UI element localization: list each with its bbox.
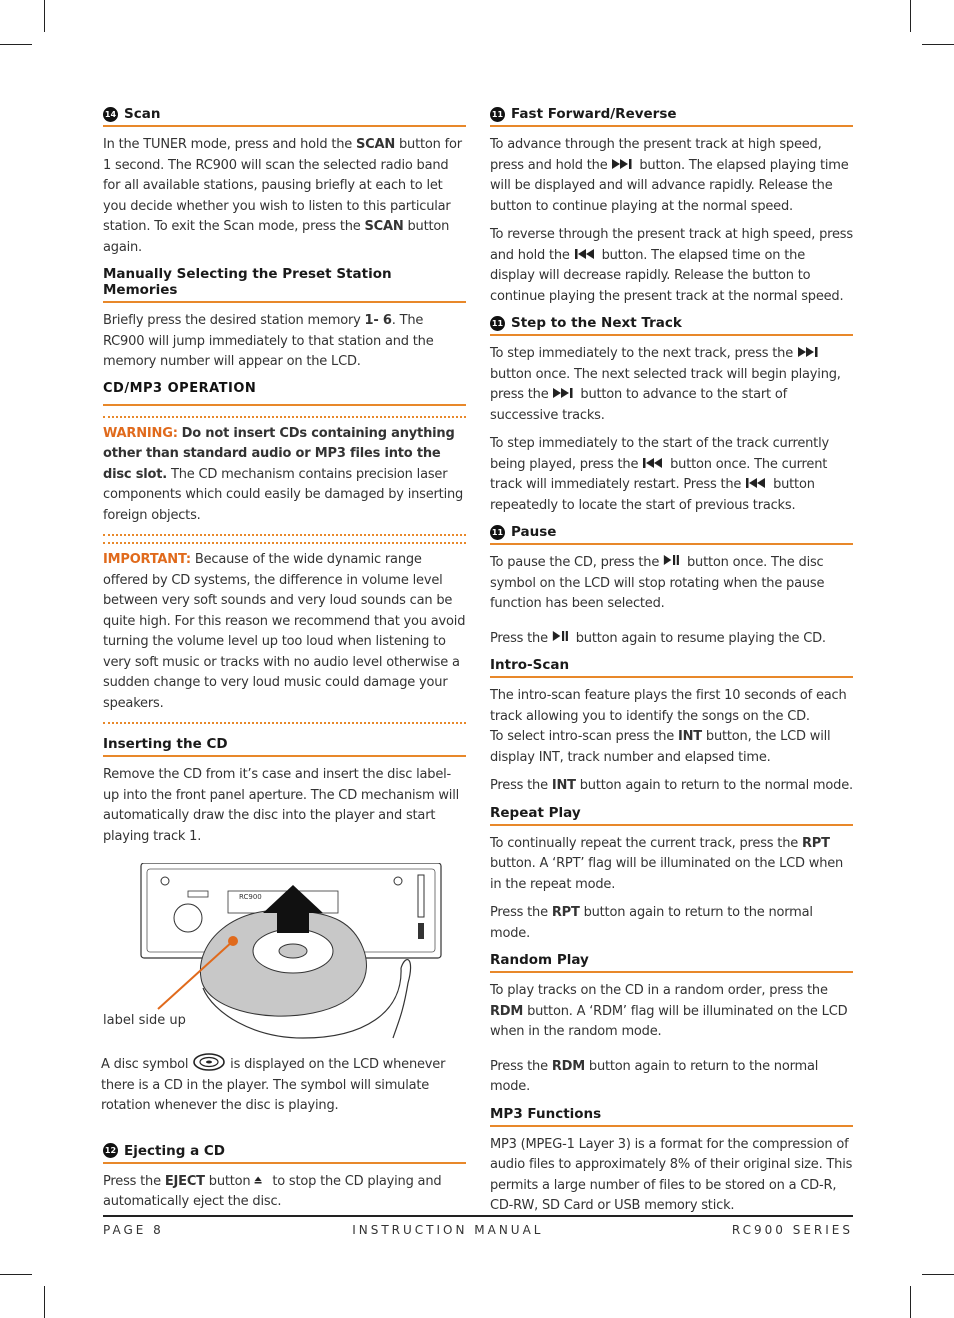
step-number-badge: 12 bbox=[103, 1143, 118, 1158]
text-run: button again to return to the normal mode. bbox=[490, 1058, 819, 1094]
next-track-icon bbox=[552, 387, 576, 399]
random-heading bbox=[490, 952, 853, 973]
text-run: button again to return to the normal mode. bbox=[575, 778, 853, 793]
random-title: Random Play bbox=[490, 952, 589, 968]
repeat-text-2 bbox=[490, 903, 853, 944]
text-run: To play tracks on the CD in a random order, press the bbox=[490, 983, 828, 998]
int-key: INT bbox=[551, 778, 576, 793]
preset-keys: 1- 6 bbox=[364, 313, 392, 328]
crop-mark bbox=[44, 1286, 45, 1318]
text-run: to stop the CD playing and automatically eject the disc. bbox=[103, 1173, 442, 1209]
random-text-2 bbox=[490, 1057, 853, 1098]
rdm-key: RDM bbox=[490, 1003, 524, 1019]
dotted-divider bbox=[103, 542, 466, 544]
right-column bbox=[490, 100, 853, 1225]
dotted-divider bbox=[103, 722, 466, 724]
play-pause-icon bbox=[663, 553, 683, 567]
text-run: Briefly press the desired station memory bbox=[103, 313, 365, 328]
scan-key: SCAN bbox=[356, 137, 396, 152]
pause-text-1 bbox=[490, 553, 853, 615]
text-run: button bbox=[204, 1173, 255, 1189]
footer-title: INSTRUCTION MANUAL bbox=[352, 1223, 544, 1237]
text-run: To step immediately to the start of the track currently being played, press the bbox=[490, 436, 829, 472]
text-run: Press the bbox=[490, 1058, 552, 1074]
crop-mark bbox=[922, 44, 954, 45]
text-run: In the TUNER mode, press and hold the bbox=[103, 137, 356, 152]
text-run: button for 1 second. The RC900 will scan the selected radio band for all available stations, pausing briefly at each to let you decide whether you wish to listen to this particular station. To exit the Scan mode, press the bbox=[103, 137, 462, 234]
crop-mark bbox=[44, 0, 45, 32]
ff-heading bbox=[490, 106, 853, 127]
text-run: To step immediately to the next track, press the bbox=[490, 346, 797, 361]
eject-text bbox=[103, 1172, 466, 1213]
text-run: button to advance to the start of successive tracks. bbox=[490, 387, 787, 423]
text-run: The intro-scan feature plays the first 10 seconds of each track allowing you to identify the songs on the CD. bbox=[490, 688, 847, 724]
text-run: button again to return to the normal mode. bbox=[490, 905, 813, 941]
intro-scan-title: Intro-Scan bbox=[490, 657, 570, 673]
step-number-badge: 14 bbox=[103, 107, 118, 122]
disc-icon bbox=[192, 1053, 226, 1071]
text-run: Press the bbox=[490, 630, 552, 646]
warning-bold: Do not insert CDs containing anything other than standard audio or MP3 files into the disc slot. bbox=[103, 425, 455, 482]
inserting-title: Inserting the CD bbox=[103, 736, 228, 752]
device-model-label: RC900 bbox=[239, 893, 262, 901]
footer-series: RC900 SERIES bbox=[731, 1223, 853, 1237]
preset-text bbox=[103, 311, 466, 373]
text-run: A disc symbol bbox=[101, 1057, 193, 1072]
text-run: . The RC900 will jump immediately to that station and the memory number will appear on the LCD. bbox=[103, 313, 434, 369]
eject-title: Ejecting a CD bbox=[124, 1142, 225, 1159]
text-run: Because of the wide dynamic range offered by CD systems, the difference in volume level between very soft sounds and very loud sounds can be quite high. For this reason we recommend that you avoid turning the volume level up too loud when listening to very soft music or tracks with no audio level otherwise a sudden change to very loud music could damage your speakers. bbox=[103, 552, 466, 711]
eject-icon bbox=[254, 1174, 268, 1186]
inserting-heading bbox=[103, 736, 466, 757]
ff-title: Fast Forward/Reverse bbox=[511, 106, 677, 122]
footer-page-number: PAGE 8 bbox=[103, 1223, 164, 1237]
text-run: The CD mechanism contains precision laser components which could easily be damaged by inserting foreign objects. bbox=[103, 466, 464, 523]
step-number-badge: 11 bbox=[490, 316, 505, 331]
rpt-key: RPT bbox=[551, 905, 580, 920]
text-run: To continually repeat the current track, press the bbox=[490, 835, 802, 851]
text-run: button. A ‘RPT’ flag will be illuminated on the LCD when in the repeat mode. bbox=[490, 856, 844, 892]
text-run: To select intro-scan press the bbox=[490, 729, 678, 744]
crop-mark bbox=[910, 1286, 911, 1318]
prev-track-icon bbox=[574, 248, 598, 260]
left-column bbox=[103, 100, 466, 1221]
warning-label: WARNING: bbox=[103, 425, 178, 441]
text-run: button again to resume playing the CD. bbox=[571, 630, 826, 646]
next-track-icon bbox=[611, 158, 635, 170]
mp3-heading bbox=[490, 1106, 853, 1127]
text-run: button. A ‘RDM’ flag will be illuminated on the LCD when in the random mode. bbox=[490, 1003, 848, 1039]
text-run: button again. bbox=[103, 219, 450, 255]
text-run: button once. The next selected track will begin playing, press the bbox=[490, 366, 841, 402]
insert-cd-illustration bbox=[103, 863, 466, 1043]
next-track-text-1 bbox=[490, 344, 853, 426]
eject-key: EJECT bbox=[164, 1173, 205, 1189]
mp3-title: MP3 Functions bbox=[490, 1105, 602, 1122]
text-run: Press the bbox=[490, 905, 552, 920]
pause-text-2 bbox=[490, 629, 853, 650]
next-track-title: Step to the Next Track bbox=[511, 315, 682, 331]
rpt-key: RPT bbox=[801, 835, 830, 851]
crop-mark bbox=[0, 1274, 32, 1275]
repeat-text-1 bbox=[490, 834, 853, 896]
play-pause-icon bbox=[552, 629, 572, 643]
repeat-title: Repeat Play bbox=[490, 804, 581, 821]
scan-text bbox=[103, 135, 466, 258]
intro-scan-heading bbox=[490, 657, 853, 678]
text-run: Press the bbox=[103, 1173, 165, 1189]
intro-scan-text-1 bbox=[490, 686, 853, 768]
rdm-key: RDM bbox=[551, 1058, 585, 1074]
dotted-divider bbox=[103, 416, 466, 418]
figure-label: label side up bbox=[103, 1013, 186, 1028]
disc-symbol-text bbox=[101, 1053, 466, 1117]
preset-heading bbox=[103, 266, 466, 303]
text-run: button, the LCD will display INT, track number and elapsed time. bbox=[490, 729, 831, 765]
text-run: To reverse through the present track at high speed, press and hold the bbox=[490, 227, 853, 263]
text-run: button once. The current track will immediately restart. Press the bbox=[490, 456, 828, 492]
section-title: CD/MP3 OPERATION bbox=[103, 381, 466, 406]
warning-text bbox=[103, 424, 466, 527]
step-number-badge: 11 bbox=[490, 107, 505, 122]
ff-text-1 bbox=[490, 135, 853, 217]
preset-title: Manually Selecting the Preset Station Memories bbox=[103, 266, 392, 298]
crop-mark bbox=[910, 0, 911, 32]
ff-text-2 bbox=[490, 225, 853, 307]
text-run: button once. The disc symbol on the LCD will stop rotating when the pause function has been selected. bbox=[490, 555, 825, 611]
dotted-divider bbox=[103, 534, 466, 536]
inserting-text: Remove the CD from it’s case and insert the disc label-up into the front panel aperture. The CD mechanism will automatically draw the disc into the player and start playing track 1. bbox=[103, 767, 460, 844]
mp3-text: MP3 (MPEG-1 Layer 3) is a format for the compression of audio files to approximately 8% of their original size. This permits a large number of files to be stored on a CD-R, CD-RW, SD Card or USB memory stick. bbox=[490, 1136, 853, 1213]
crop-mark bbox=[922, 1274, 954, 1275]
random-text-1 bbox=[490, 981, 853, 1043]
intro-scan-text-2 bbox=[490, 776, 853, 797]
next-track-text-2 bbox=[490, 434, 853, 516]
prev-track-icon bbox=[745, 477, 769, 489]
scan-heading bbox=[103, 106, 466, 127]
scan-key: SCAN bbox=[364, 219, 404, 234]
text-run: button repeatedly to locate the start of previous tracks. bbox=[490, 477, 815, 513]
important-text bbox=[103, 550, 466, 714]
next-track-heading bbox=[490, 315, 853, 336]
text-run: To pause the CD, press the bbox=[490, 555, 664, 570]
page-footer bbox=[103, 1215, 853, 1237]
eject-heading bbox=[103, 1143, 466, 1164]
text-run: To advance through the present track at high speed, press and hold the bbox=[490, 137, 822, 173]
prev-track-icon bbox=[642, 457, 666, 469]
pause-heading bbox=[490, 524, 853, 545]
step-number-badge: 11 bbox=[490, 525, 505, 540]
repeat-heading bbox=[490, 805, 853, 826]
crop-mark bbox=[0, 44, 32, 45]
next-track-icon bbox=[797, 346, 821, 358]
text-run: button. The elapsed time on the display will decrease rapidly. Release the button to continue playing the present track at the normal speed. bbox=[490, 247, 844, 304]
important-label: IMPORTANT: bbox=[103, 552, 191, 567]
text-run: button. The elapsed playing time will be displayed and will advance rapidly. Release the button to continue playing at the normal speed. bbox=[490, 157, 849, 214]
scan-title: Scan bbox=[124, 106, 161, 122]
text-run: is displayed on the LCD whenever there is a CD in the player. The symbol will simulate rotation whenever the disc is playing. bbox=[101, 1057, 446, 1113]
int-key: INT bbox=[677, 729, 702, 744]
pause-title: Pause bbox=[511, 524, 557, 540]
text-run: Press the bbox=[490, 778, 552, 793]
